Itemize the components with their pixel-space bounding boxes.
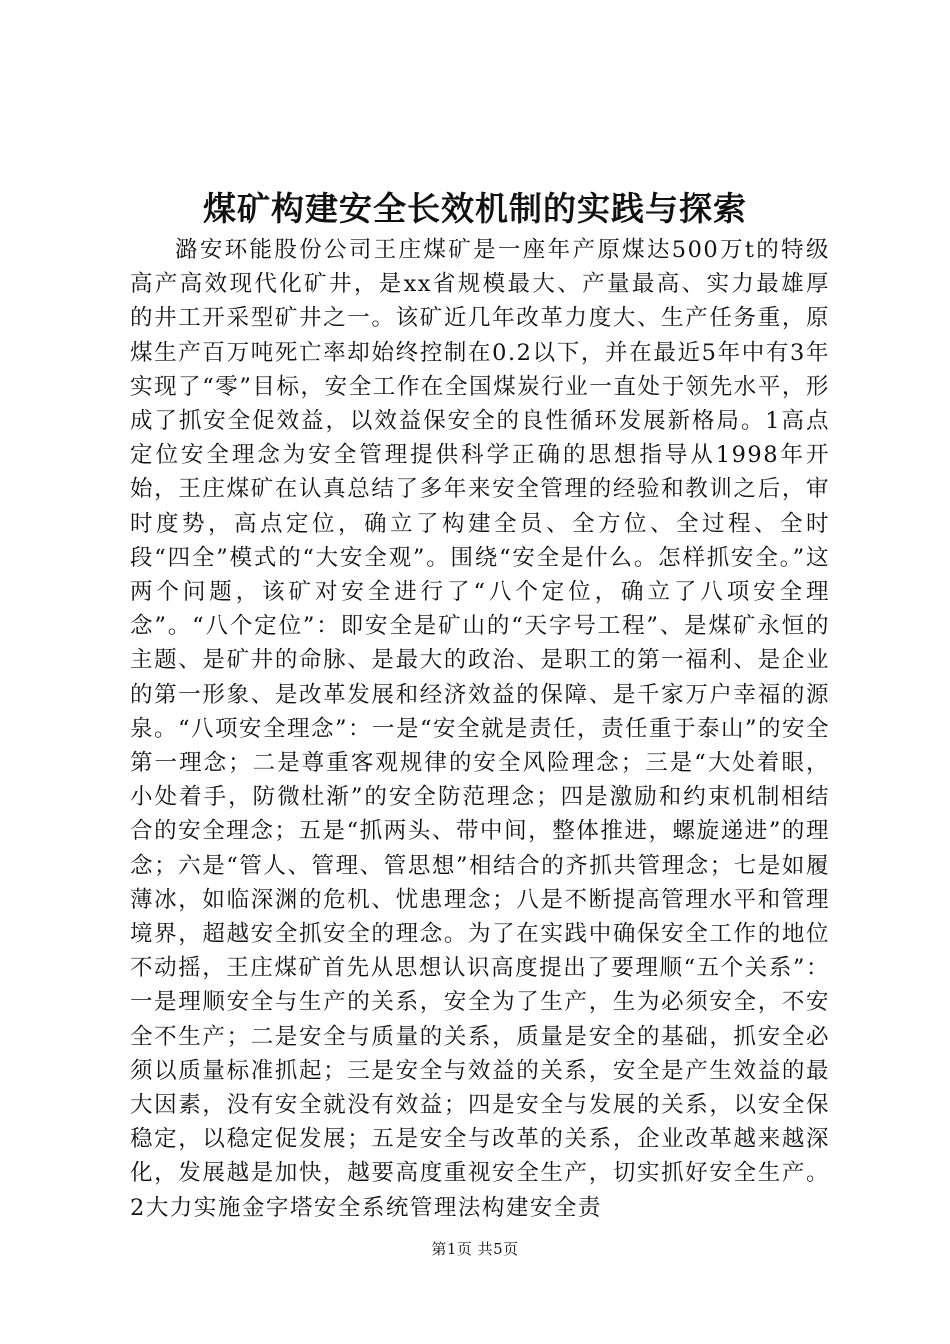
page-number-footer: 第1页 共5页 <box>431 1240 519 1258</box>
document-title: 煤矿构建安全长效机制的实践与探索 <box>203 189 747 228</box>
body-paragraph: 潞安环能股份公司王庄煤矿是一座年产原煤达500万t的特级高产高效现代化矿井，是xx省规模最大、产量最高、实力最雄厚的井工开采型矿井之一。该矿近几年改革力度大、生产任务重，原煤生产百万吨死亡率却始终控制在0.2以下，并在最近5年中有3年实现了“零”目标，安全工作在全国煤炭行业一直处于领先水平，形成了抓安全促效益，以效益保安全的良性循环发展新格局。1高点定位安全理念为安全管理提供科学正确的思想指导从1998年开始，王庄煤矿在认真总结了多年来安全管理的经验和教训之后，审时度势，高点定位，确立了构建全员、全方位、全过程、全时段“四全”模式的“大安全观”。围绕“安全是什么。怎样抓安全。”这两个问题，该矿对安全进行了“八个定位，确立了八项安全理念”。“八个定位”：即安全是矿山的“天字号工程”、是煤矿永恒的主题、是矿井的命脉、是最大的政治、是职工的第一福利、是企业的第一形象、是改革发展和经济效益的保障、是千家万户幸福的源泉。“八项安全理念”：一是“安全就是责任，责任重于泰山”的安全第一理念；二是尊重客观规律的安全风险理念；三是“大处着眼，小处着手，防微杜渐”的安全防范理念；四是激励和约束机制相结合的安全理念；五是“抓两头、带中间，整体推进，螺旋递进”的理念；六是“管人、管理、管思想”相结合的齐抓共管理念；七是如履薄冰，如临深渊的危机、忧患理念；八是不断提高管理水平和管理境界，超越安全抓安全的理念。为了在实践中确保安全工作的地位不动摇，王庄煤矿首先从思想认识高度提出了要理顺“五个关系”：一是理顺安全与生产的关系，安全为了生产，生为必须安全，不安全不生产；二是安全与质量的关系，质量是安全的基础，抓安全必须以质量标准抓起；三是安全与效益的关系，安全是产生效益的最大因素，没有安全就没有效益；四是安全与发展的关系，以安全保稳定，以稳定促发展；五是安全与改革的关系，企业改革越来越深化，发展越是加快，越要高度重视安全生产，切实抓好安全生产。2大力实施金字塔安全系统管理法构建安全责 <box>130 237 831 1221</box>
